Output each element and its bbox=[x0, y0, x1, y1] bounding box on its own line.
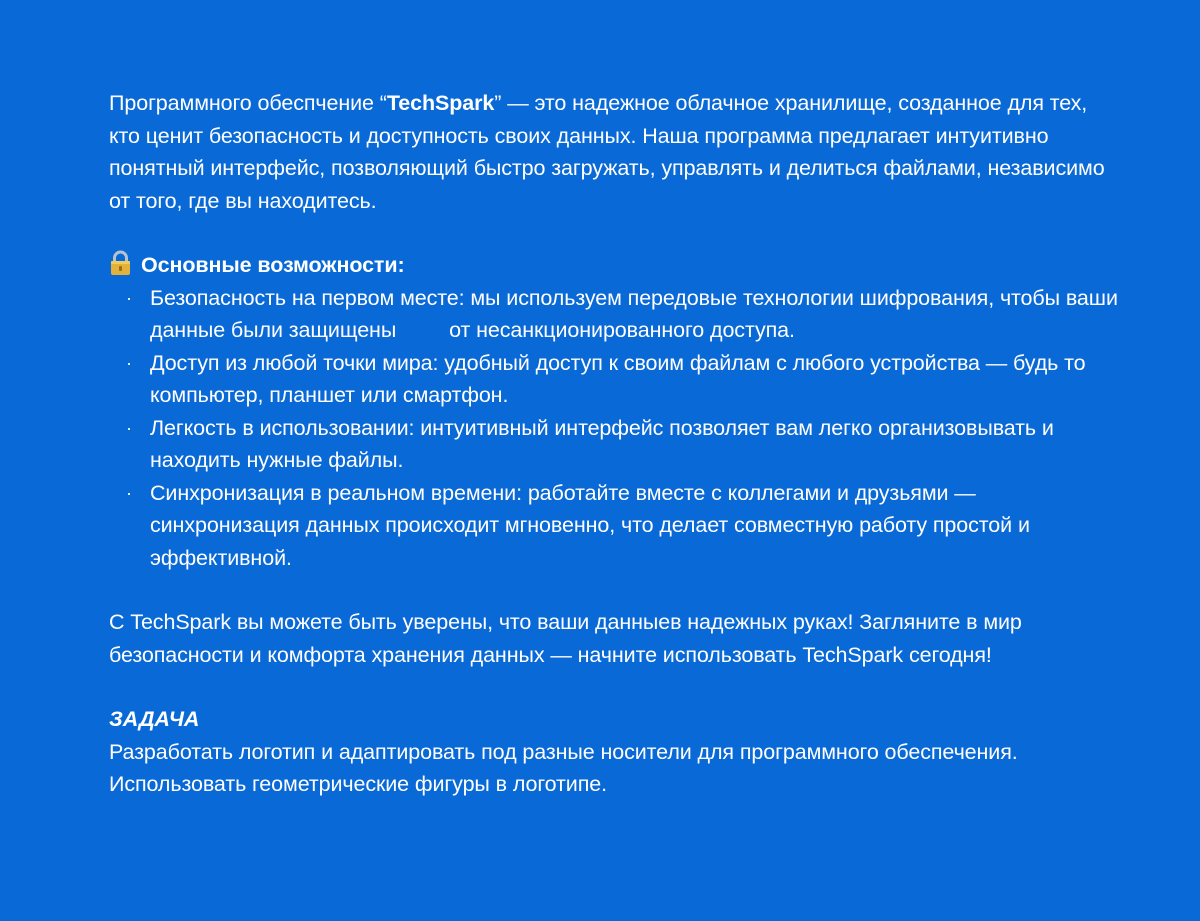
feature-text: Легкость в использовании: интуитивный интерфейс позволяет вам легко организовывать и находить нужные файлы. bbox=[150, 415, 1054, 472]
intro-paragraph bbox=[109, 87, 1119, 217]
bullet-icon: · bbox=[126, 352, 132, 373]
intro-text-end: ” — это надежное облачное хранилище, созданное для тех, кто ценит безопасность и доступность своих данных. Наша программа предлагает интуитивно понятный интерфейс, позволяющий быстро загружать, управлять и делиться файлами, независимо от того, где вы находитесь. bbox=[109, 91, 1105, 213]
list-item bbox=[109, 347, 1119, 412]
features-list bbox=[109, 282, 1119, 575]
bullet-icon: · bbox=[126, 482, 132, 503]
intro-text-start: Программного обеспчение “ bbox=[109, 91, 387, 115]
lock-icon bbox=[109, 250, 132, 276]
features-heading-text: Основные возможности: bbox=[141, 253, 405, 277]
document-body bbox=[109, 87, 1119, 801]
list-item bbox=[109, 477, 1119, 575]
feature-text: Синхронизация в реальном времени: работайте вместе с коллегами и друзьями — синхронизация данных происходит мгновенно, что делает совместную работу простой и эффективной. bbox=[150, 480, 1030, 570]
task-text: Разработать логотип и адаптировать под разные носители для программного обеспечения. Использовать геометрические фигуры в логотипе. bbox=[109, 739, 1018, 796]
feature-text: Безопасность на первом месте: мы используем передовые технологии шифрования, чтобы ваши данные были защищены bbox=[150, 285, 1118, 342]
closing-paragraph: С TechSpark вы можете быть уверены, что ваши данныев надежных руках! Загляните в мир безопасности и комфорта хранения данных — начните использовать TechSpark сегодня! bbox=[109, 610, 1022, 667]
feature-text-continued: от несанкционированного доступа. bbox=[449, 318, 795, 342]
features-heading bbox=[109, 249, 1119, 282]
bullet-icon: · bbox=[126, 417, 132, 438]
list-item bbox=[109, 412, 1119, 477]
bullet-icon: · bbox=[126, 287, 132, 308]
feature-text: Доступ из любой точки мира: удобный доступ к своим файлам с любого устройства — будь то компьютер, планшет или смартфон. bbox=[150, 350, 1086, 407]
list-item bbox=[109, 282, 1119, 347]
task-heading: ЗАДАЧА bbox=[109, 707, 200, 731]
brand-name: TechSpark bbox=[386, 91, 495, 115]
